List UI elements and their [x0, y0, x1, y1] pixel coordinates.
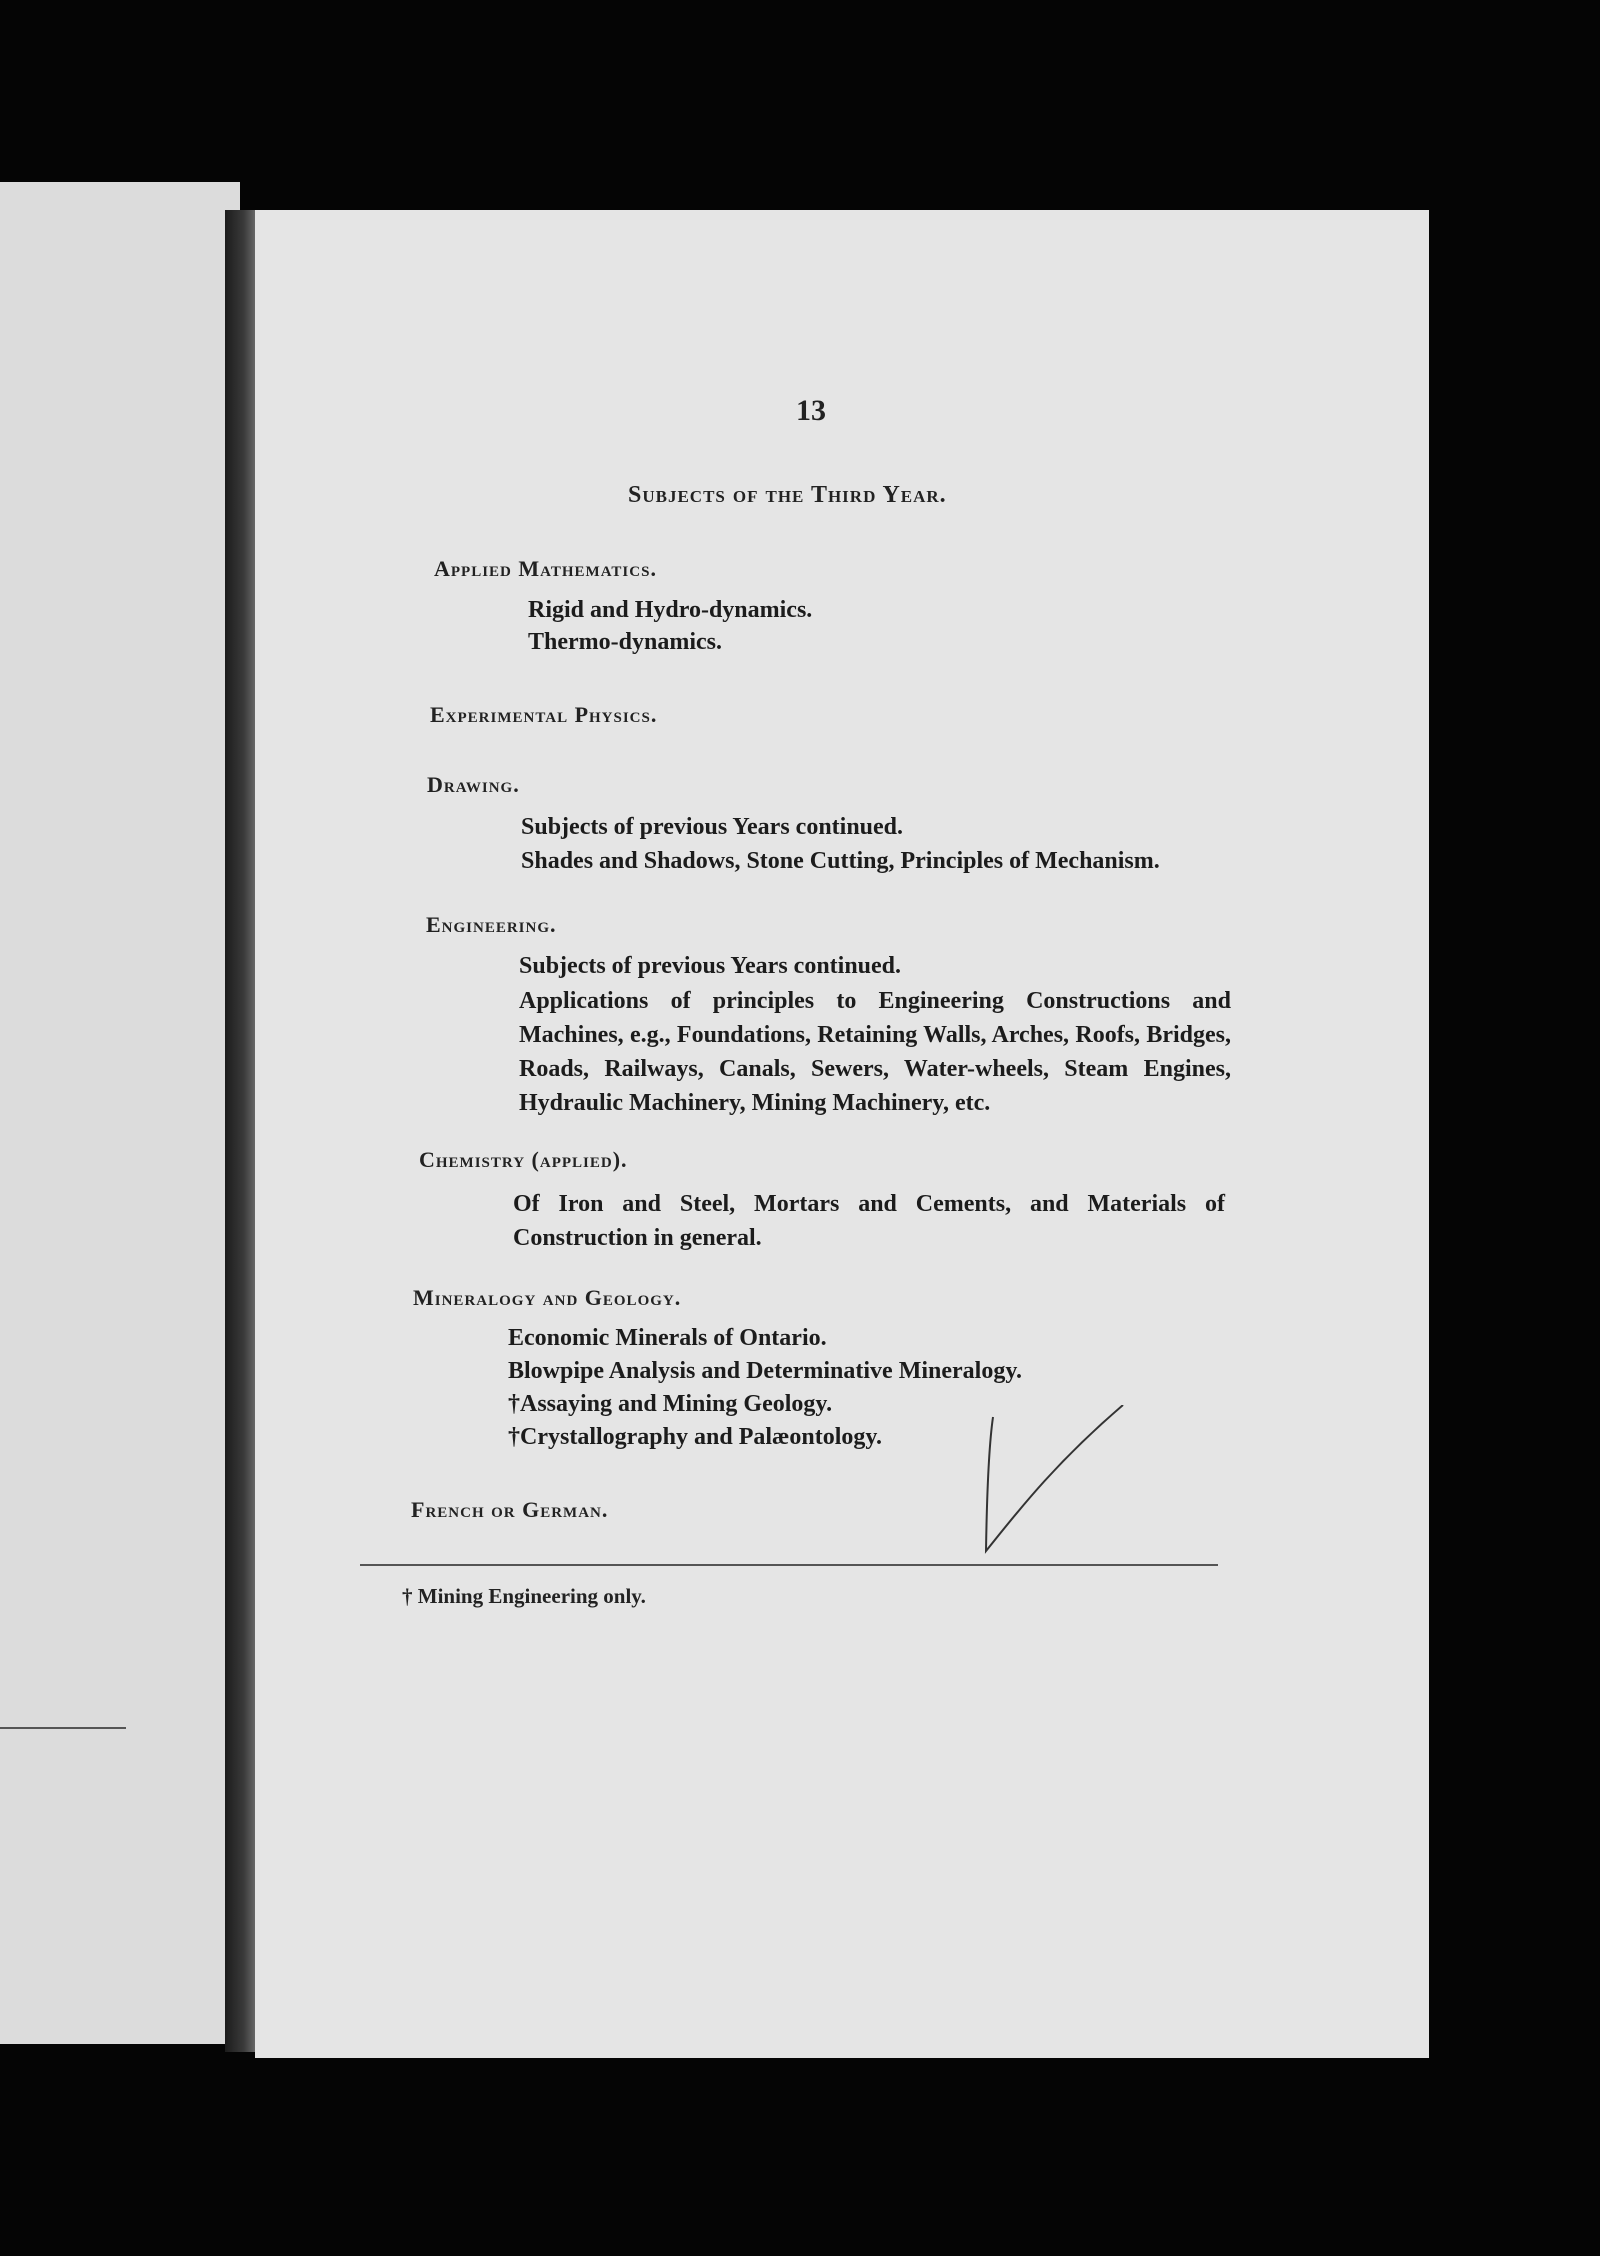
paragraph: Of Iron and Steel, Mortars and Cements, and Materials of Construction in general.	[513, 1191, 1225, 1251]
list-item: Thermo-dynamics.	[528, 629, 722, 655]
section-heading-languages: French or German.	[411, 1497, 609, 1522]
list-item: †Crystallography and Palæontology.	[508, 1424, 883, 1450]
list-item: †Assaying and Mining Geology.	[508, 1391, 833, 1417]
list-item: Shades and Shadows, Stone Cutting, Principles of Mechanism.	[521, 848, 1160, 874]
left-page	[0, 182, 240, 2044]
section-heading-mineralogy-geology: Mineralogy and Geology.	[413, 1285, 682, 1310]
footnote: † Mining Engineering only.	[402, 1584, 646, 1608]
list-item: Subjects of previous Years continued.	[519, 953, 902, 979]
check-mark-icon	[975, 1405, 1125, 1555]
page-heading: Subjects of the Third Year.	[628, 482, 947, 508]
list-item: Rigid and Hydro-dynamics.	[528, 597, 813, 623]
section-heading-applied-mathematics: Applied Mathematics.	[434, 556, 657, 581]
list-item: Blowpipe Analysis and Determinative Mineralogy.	[508, 1358, 1023, 1384]
section-heading-chemistry: Chemistry (applied).	[419, 1147, 628, 1172]
section-heading-drawing: Drawing.	[427, 772, 520, 797]
section-heading-experimental-physics: Experimental Physics.	[430, 702, 658, 727]
list-item: Economic Minerals of Ontario.	[508, 1325, 827, 1351]
paragraph: Applications of principles to Engineering Constructions and Machines, e.g., Foundations, Retaining Walls, Arches, Roofs, Bridges, Roads, Railways, Canals, Sewers, Water-wheels, Steam Engines, Hydraulic Machinery, Mining Machinery, etc.	[519, 988, 1231, 1116]
list-item: Subjects of previous Years continued.	[521, 814, 904, 840]
book-gutter	[225, 210, 259, 2052]
section-heading-engineering: Engineering.	[426, 912, 557, 937]
page-number: 13	[796, 394, 826, 427]
footnote-rule	[360, 1564, 1218, 1566]
left-page-rule	[0, 1727, 126, 1729]
